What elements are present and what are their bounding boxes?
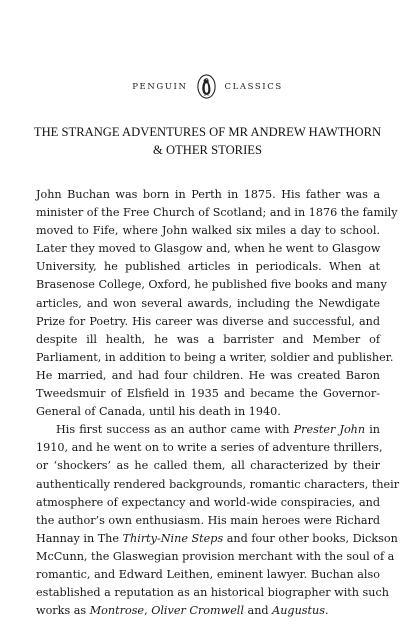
bio-line: romantic, and Edward Leithen, eminent lawyer. Buchan also <box>36 567 380 581</box>
bio-text: in <box>365 423 380 437</box>
bio-line: Prize for Poetry. His career was diverse and successful, and <box>36 314 380 328</box>
bio-line: He married, and had four children. He was created Baron <box>36 368 380 382</box>
bio-line: atmosphere of expectancy and world-wide conspiracies, and <box>36 495 380 509</box>
bio-paragraph-2 <box>36 421 400 620</box>
penguin-icon <box>197 74 216 99</box>
bio-text: His first success as an author came with <box>56 423 294 437</box>
publisher-imprint <box>0 74 415 99</box>
book-title <box>20 123 395 159</box>
author-biography <box>36 186 400 620</box>
bio-line: despite ill health, he was a barrister and Member of <box>36 332 380 346</box>
book-title-line-2: & OTHER STORIES <box>153 143 262 157</box>
bio-line: the author’s own enthusiasm. His main heroes were Richard <box>36 513 381 527</box>
bio-line: Later they moved to Glasgow and, when he went to Glasgow <box>36 242 381 256</box>
bio-line: Tweedsmuir of Elsfield in 1935 and became the Governor- <box>36 387 380 401</box>
book-title-line-1: THE STRANGE ADVENTURES OF MR ANDREW HAWTHORN <box>33 125 382 139</box>
bio-line: established a reputation as an historical biographer with such <box>36 586 389 600</box>
bio-text: and <box>243 604 273 618</box>
bio-line: or ‘shockers’ as he called them, all characterized by their <box>36 459 380 473</box>
bio-line <box>36 602 380 620</box>
bio-line <box>36 421 380 439</box>
bio-book-title: Augustus <box>272 604 325 618</box>
bio-paragraph-1 <box>36 186 398 421</box>
bio-text: works as <box>36 604 90 618</box>
bio-book-title: Thirty-Nine Steps <box>122 531 224 545</box>
imprint-left-text: PENGUIN <box>132 81 188 92</box>
bio-line: Brasenose College, Oxford, he published five books and many <box>36 278 387 292</box>
imprint-right-text: CLASSICS <box>224 81 283 92</box>
bio-line: 1910, and he went on to write a series of adventure thrillers, <box>36 441 383 455</box>
bio-text: and four other books, Dickson <box>223 531 398 545</box>
bio-book-title: Montrose <box>89 604 145 618</box>
bio-text: Hannay in The <box>36 531 123 545</box>
bio-text: . <box>324 604 329 618</box>
bio-book-title: Oliver Cromwell <box>151 604 244 618</box>
bio-line: articles, and won several awards, including the Newdigate <box>36 296 380 310</box>
bio-line: McCunn, the Glaswegian provision merchant with the soul of a <box>36 549 395 563</box>
bio-book-title: Prester John <box>293 423 366 437</box>
bio-line <box>36 530 398 548</box>
bio-line: Parliament, in addition to being a writer, soldier and publisher. <box>36 350 394 364</box>
bio-line: University, he published articles in periodicals. When at <box>36 260 380 274</box>
bio-text: , <box>144 604 152 618</box>
bio-line: moved to Fife, where John walked six miles a day to school. <box>36 224 380 238</box>
bio-line: John Buchan was born in Perth in 1875. His father was a <box>36 188 380 201</box>
bio-line: General of Canada, until his death in 1940. <box>36 405 281 419</box>
bio-line: minister of the Free Church of Scotland; and in 1876 the family <box>36 206 398 220</box>
bio-line: authentically rendered backgrounds, romantic characters, their <box>36 477 400 491</box>
